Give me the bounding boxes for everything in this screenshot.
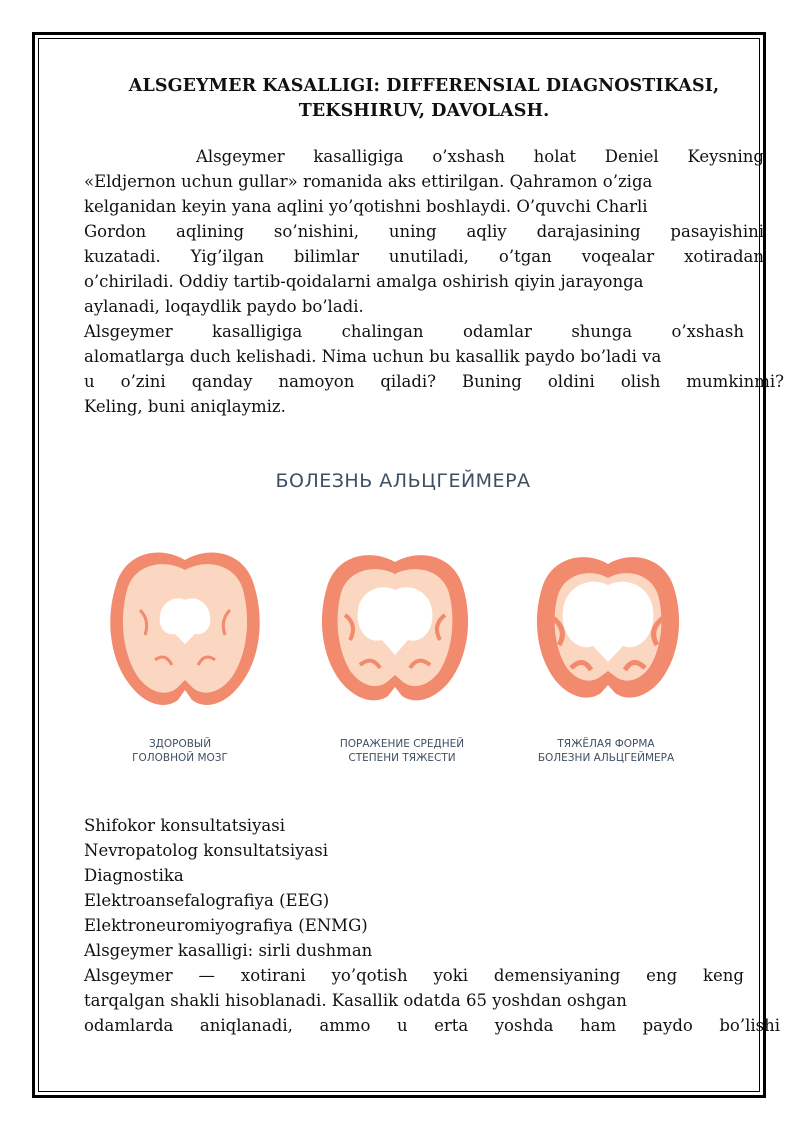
list-item: Nevropatolog konsultatsiyasi	[84, 841, 329, 860]
text-line: tarqalgan shakli hisoblanadi. Kasallik odatda 65 yoshdan oshgan	[84, 991, 627, 1010]
title-line-2: TEKSHIRUV, DAVOLASH.	[298, 101, 550, 121]
title-line-1: ALSGEYMER KASALLIGI: DIFFERENSIAL DIAGNOSTIKASI,	[128, 76, 720, 96]
text-line: Gordon aqlining so’nishini, uning aqliy darajasining pasayishini	[84, 222, 764, 241]
caption-line: ПОРАЖЕНИЕ СРЕДНЕЙ	[339, 738, 465, 750]
list-item: Elektroneuromiyografiya (ENMG)	[84, 916, 368, 935]
list-item: Alsgeymer kasalligi: sirli dushman	[84, 941, 373, 960]
moderate-brain-image	[310, 540, 480, 720]
figure-title: БОЛЕЗНЬ АЛЬЦГЕЙМЕРА	[275, 470, 531, 492]
text-line: kelganidan keyin yana aqlini yo’qotishni boshlaydi. O’quvchi Charli	[84, 197, 648, 216]
caption-line: БОЛЕЗНИ АЛЬЦГЕЙМЕРА	[537, 752, 675, 764]
severe-brain-image	[523, 540, 693, 720]
text-line: alomatlarga duch kelishadi. Nima uchun bu kasallik paydo bo’ladi va	[84, 347, 662, 366]
text-line: Alsgeymer kasalligiga o’xshash holat Deniel Keysning	[196, 147, 764, 166]
text-line: u o’zini qanday namoyon qiladi? Buning oldini olish mumkinmi?	[84, 372, 784, 391]
text-line: odamlarda aniqlanadi, ammo u erta yoshda ham paydo bo’lishi	[84, 1016, 780, 1035]
document-title	[84, 74, 764, 124]
healthy-brain-image	[100, 540, 270, 720]
list-item: Diagnostika	[84, 866, 184, 885]
caption-severe	[506, 737, 706, 765]
caption-moderate	[302, 737, 502, 765]
caption-line: ТЯЖЁЛАЯ ФОРМА	[557, 738, 655, 750]
text-line: o’chiriladi. Oddiy tartib-qoidalarni amalga oshirish qiyin jarayonga	[84, 272, 644, 291]
intro-paragraph-2	[84, 319, 784, 419]
text-line: Alsgeymer kasalligiga chalingan odamlar shunga o’xshash	[84, 322, 744, 341]
text-line: kuzatadi. Yig’ilgan bilimlar unutiladi, o’tgan voqealar xotiradan	[84, 247, 764, 266]
intro-paragraph-1	[84, 144, 764, 319]
text-line: Alsgeymer — xotirani yo’qotish yoki demensiyaning eng keng	[84, 966, 744, 985]
alzheimer-brain-figure	[88, 450, 718, 780]
topics-list	[84, 813, 784, 1038]
caption-line: СТЕПЕНИ ТЯЖЕСТИ	[348, 752, 456, 764]
list-item: Shifokor konsultatsiyasi	[84, 816, 285, 835]
text-line: Keling, buni aniqlaymiz.	[84, 397, 286, 416]
caption-line: ГОЛОВНОЙ МОЗГ	[132, 752, 228, 764]
text-line: «Eldjernon uchun gullar» romanida aks ettirilgan. Qahramon o’ziga	[84, 172, 653, 191]
text-line: aylanadi, loqaydlik paydo bo’ladi.	[84, 297, 364, 316]
document-body	[84, 74, 784, 419]
caption-healthy	[80, 737, 280, 765]
caption-line: ЗДОРОВЫЙ	[148, 738, 212, 750]
list-item: Elektroansefalografiya (EEG)	[84, 891, 330, 910]
